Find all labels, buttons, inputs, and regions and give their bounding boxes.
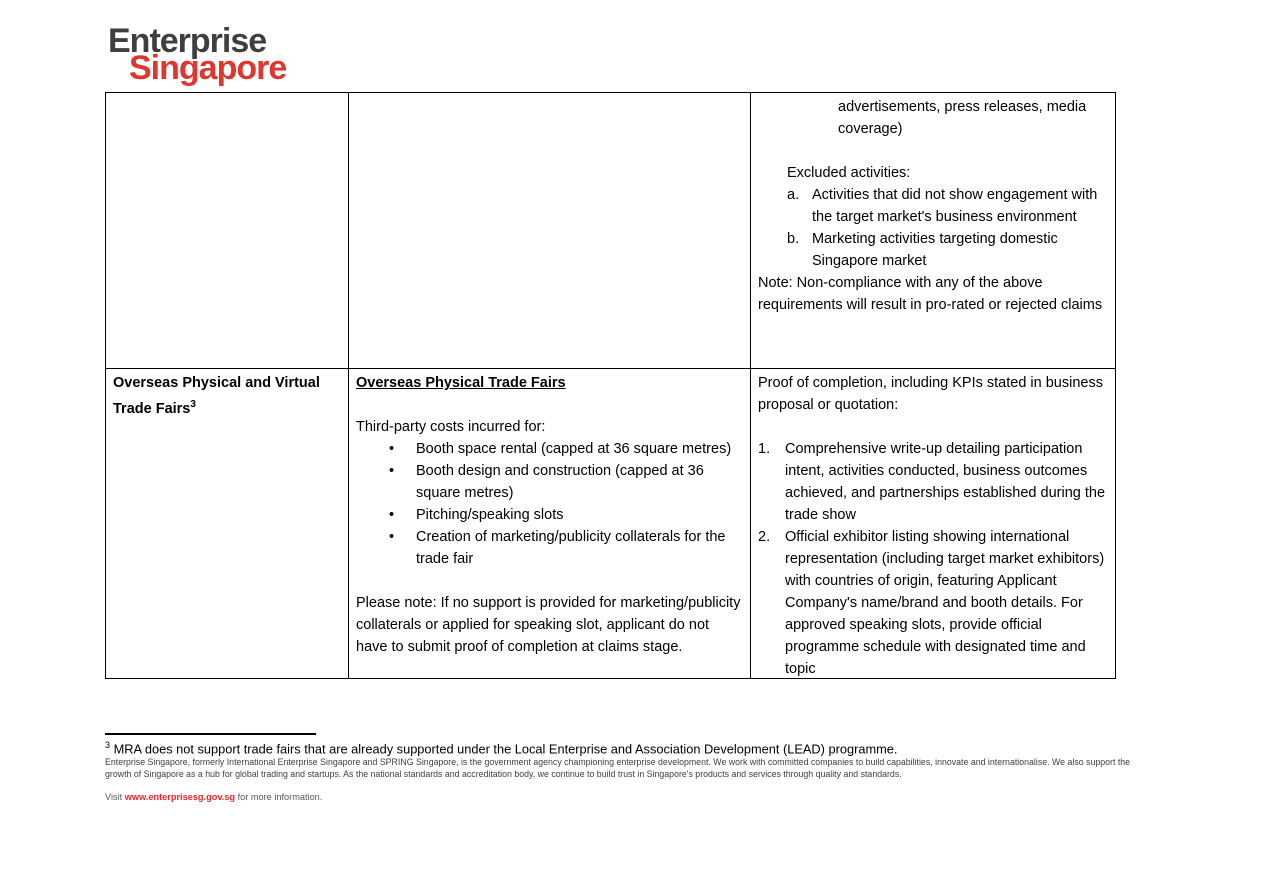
list-item-text: Comprehensive write-up detailing participation intent, activities conducted, business outcomes achieved, and partnerships established during the trade show (785, 441, 1106, 523)
list-marker: a. (787, 187, 800, 203)
list-item-text: Activities that did not show engagement with the target market's business environment (812, 187, 1098, 225)
table-cell-row1-col1-empty (106, 93, 349, 369)
bullet-icon: • (389, 529, 395, 545)
please-note-text: Please note: If no support is provided for marketing/publicity collaterals or applied for speaking slot, applicant do not have to submit proof of completion at claims stage. (356, 595, 741, 655)
list-item-text: Official exhibitor listing showing international representation (including target market exhibitors) with countries of origin, featuring Applicant Company's name/brand and booth details. For approved speaking slots, provide official programme schedule with designated time and topic (785, 529, 1105, 677)
footnote-3 (105, 740, 897, 756)
proof-item-2 (758, 526, 1108, 679)
continuation-text: advertisements, press releases, media coverage) (838, 99, 1087, 137)
list-marker: 2. (758, 529, 771, 545)
proof-item-1 (758, 438, 1108, 526)
bullet-text: Creation of marketing/publicity collaterals for the trade fair (416, 529, 726, 567)
activity-title-text: Overseas Physical and Virtual Trade Fairs (113, 375, 320, 417)
supportable-activities-table (105, 92, 1116, 679)
excluded-item-b (787, 228, 1108, 272)
blank-line (758, 140, 1108, 162)
table-cell-row1-col2-empty (349, 93, 751, 369)
list-marker: b. (787, 231, 800, 247)
activity-title (113, 372, 341, 420)
bullet-text: Pitching/speaking slots (416, 507, 564, 523)
footnote-reference: 3 (190, 399, 196, 410)
bullet-text: Booth design and construction (capped at 36 square metres) (416, 463, 704, 501)
blank-line (356, 570, 743, 592)
blank-line (758, 416, 1108, 438)
visit-line (105, 792, 322, 802)
bullet-text: Booth space rental (capped at 36 square metres) (416, 441, 732, 457)
about-line-2: growth of Singapore as a hub for global trading and startups. As the national standards and accreditation body, we continue to build trust in Singapore's products and services through quality and standards. (105, 768, 902, 779)
excluded-item-a (787, 184, 1108, 228)
enterprise-singapore-logo (108, 24, 286, 85)
blank-line (356, 394, 743, 416)
footnote-divider (105, 733, 316, 735)
table-cell-row1-col3-proof-continuation (751, 93, 1116, 369)
logo-text-singapore: Singapore (129, 49, 287, 87)
bullet-icon: • (389, 441, 395, 457)
about-line-1: Enterprise Singapore, formerly International Enterprise Singapore and SPRING Singapore, is the government agency championing enterprise development. We work with committed companies to build capabilities, innovate and internationalise. We also support the (105, 757, 1131, 767)
table-cell-row2-col1-activity (106, 369, 349, 679)
table-cell-row2-col2-costs (349, 369, 751, 679)
overseas-physical-trade-fairs-heading: Overseas Physical Trade Fairs (356, 375, 566, 391)
about-enterprise-singapore (105, 757, 1175, 781)
bullet-icon: • (389, 507, 395, 523)
table-cell-row2-col3-proof (751, 369, 1116, 679)
proof-intro: Proof of completion, including KPIs stated in business proposal or quotation: (758, 375, 1103, 413)
bullet-icon: • (389, 463, 395, 479)
visit-suffix: for more information. (235, 792, 323, 802)
cost-bullet-4 (389, 526, 743, 570)
excluded-activities-heading: Excluded activities: (787, 165, 911, 181)
cost-bullet-3 (389, 504, 743, 526)
cost-bullet-2 (389, 460, 743, 504)
visit-prefix: Visit (105, 792, 125, 802)
list-item-text: Marketing activities targeting domestic Singapore market (812, 231, 1058, 269)
footnote-text: MRA does not support trade fairs that are already supported under the Local Enterprise and Association Development (LEAD) programme. (110, 741, 898, 757)
logo-text-enterprise: Enterprise (108, 22, 267, 60)
costs-intro: Third-party costs incurred for: (356, 419, 546, 435)
cost-bullet-1 (389, 438, 743, 460)
footnote-number: 3 (105, 740, 111, 750)
non-compliance-note: Note: Non-compliance with any of the above requirements will result in pro-rated or rejected claims (758, 275, 1103, 313)
enterprisesg-link[interactable]: www.enterprisesg.gov.sg (124, 792, 236, 802)
list-marker: 1. (758, 441, 771, 457)
